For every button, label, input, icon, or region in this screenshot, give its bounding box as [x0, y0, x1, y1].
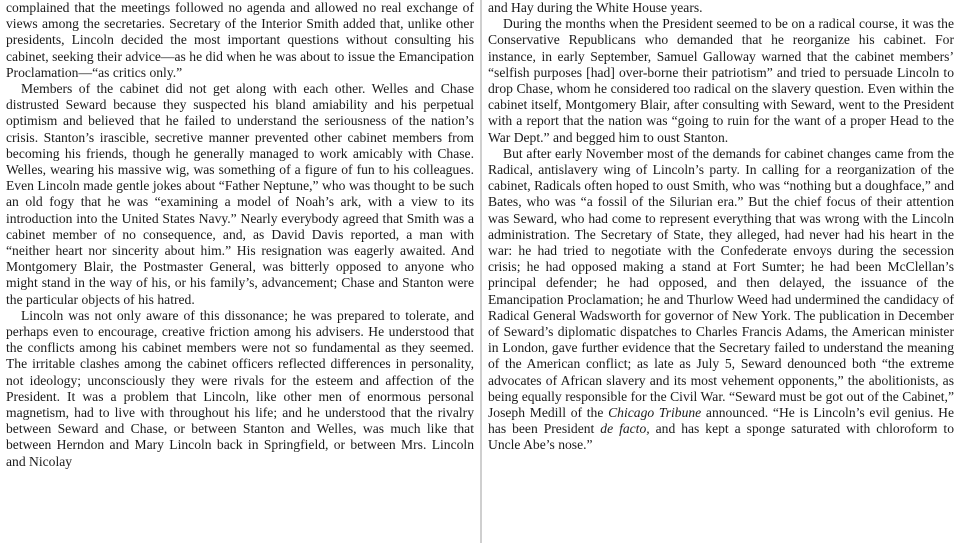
right-column [482, 0, 960, 543]
right-paragraph-3 [488, 146, 954, 454]
right-paragraph-3-mid: announced. “He is Lincoln’s evil genius. He has been President [488, 405, 954, 437]
left-paragraph-3: Lincoln was not only aware of this dissonance; he was prepared to tolerate, and perhaps even to encourage, creative friction among his advisers. He understood that the conflicts among his cabinet members were not so fundamental as they seemed. The irritable clashes among the cabinet officers reflected differences in personality, not ideology; unconsciously they were rivals for the esteem and affection of the President. It was a problem that Lincoln, like other men of enormous personal magnetism, had to live with throughout his life; and he understood that the rivalry between Seward and Chase, or between Stanton and Welles, was much like that between Herndon and Mary Lincoln back in Springfield, or between Mrs. Lincoln and Nicolay [6, 307, 474, 469]
newspaper-title: Chicago Tribune [608, 405, 702, 421]
de-facto-term: de facto, [600, 421, 650, 437]
right-paragraph-1: and Hay during the White House years. [488, 0, 703, 15]
right-paragraph-2: During the months when the President seemed to be on a radical course, it was the Conservative Republicans who demanded that he reorganize his cabinet. For instance, in early September, Samuel Galloway warned that the cabinet members’ “selfish purposes [had] over-borne their patriotism” and tried to persuade Lincoln to drop Chase, whom he considered too radical on the slavery question. Even within the cabinet itself, Montgomery Blair, after consulting with Seward, went to the President with a report that the nation was “going to ruin for the want of a proper Head to the War Dept.” and begged him to oust Stanton. [488, 16, 954, 145]
left-paragraph-1: complained that the meetings followed no agenda and allowed no real exchange of views among the secretaries. Secretary of the Interior Smith added that, unlike other presidents, Lincoln decided the most important questions without consulting his cabinet, seeking their advice—as he did when he was about to issue the Emancipation Proclamation—“as critics only.” [6, 0, 474, 80]
left-paragraph-2: Members of the cabinet did not get along with each other. Welles and Chase distrusted Seward because they suspected his bland amiability and his perpetual optimism and believed that he failed to understand the seriousness of the nation’s crisis. Stanton’s irascible, secretive manner prevented other cabinet members from becoming his friends, though he generally managed to work amicably with Chase. Welles, wearing his massive wig, was something of a figure of fun to his colleagues. Even Lincoln made gentle jokes about “Father Neptune,” who was thought to be such an old fogy that he was “examining a model of Noah’s ark, with a view to its introduction into the United States Navy.” Nearly everybody agreed that Smith was a cabinet member of no consequence, and, as David Davis reported, a man with “neither heart nor sincerity about him.” His resignation was eagerly awaited. And Montgomery Blair, the Postmaster General, was bitterly opposed to anyone who might stand in the way of his, or his family’s, advancement; Chase and Stanton were the particular objects of his hatred. [6, 81, 474, 307]
right-paragraph-3-end: and has kept a sponge saturated with chloroform to Uncle Abe’s nose.” [488, 421, 954, 453]
right-paragraph-3-text: But after early November most of the demands for cabinet changes came from the Radical, antislavery wing of Lincoln’s party. In calling for a reorganization of the cabinet, Radicals often hoped to oust Smith, who was “nothing but a doughface,” and Bates, who was “a fossil of the Silurian era.” But the chief focus of their attention was Seward, who had come to represent everything that was wrong with the Lincoln administration. The Secretary of State, they alleged, had never had his heart in the war: he had tried to negotiate with the Confederate envoys during the secession crisis; he had opposed making a stand at Fort Sumter; he had been McClellan’s principal defender; he had opposed, and then delayed, the issuance of the Emancipation Proclamation; he and Thurlow Weed had undermined the candidacy of Radical General Wadsworth for governor of New York. The publication in December of Seward’s diplomatic dispatches to Charles Francis Adams, the American minister in London, gave further evidence that the Secretary failed to understand the meaning of the American conflict; as late as July 5, Seward denounced both “the extreme advocates of African slavery and its most vehement opponents,” the abolitionists, as being equally responsible for the Civil War. “Seward must be got out of the Cabinet,” Joseph Medill of the [488, 145, 954, 421]
